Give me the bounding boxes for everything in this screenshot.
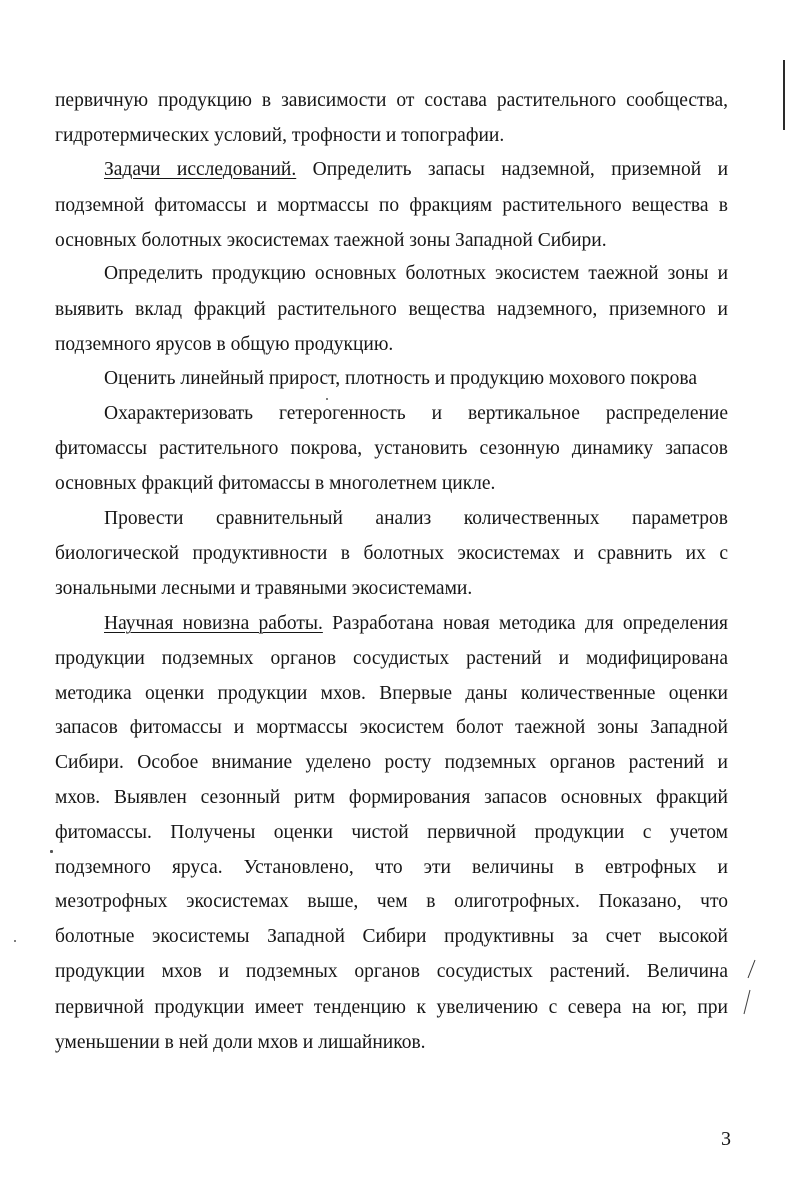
text-line: подземной фитомассы и мортмассы по фракциям растительного вещества в [55, 195, 728, 216]
text-fragment: Разработана новая методика для определения [332, 613, 728, 634]
novelty-heading: Научная новизна работы. [104, 613, 323, 634]
text-line: Сибири. Особое внимание уделено росту подземных органов растений и [55, 752, 728, 773]
text-line: фитомассы растительного покрова, установить сезонную динамику запасов [55, 438, 728, 459]
text-line: продукции мхов и подземных органов сосудистых растений. Величина [55, 961, 728, 982]
text-line: гидротермических условий, трофности и топографии. [55, 125, 505, 146]
text-line: подземного яруса. Установлено, что эти величины в евтрофных и [55, 857, 728, 878]
scan-speck [14, 940, 16, 942]
tasks-heading: Задачи исследований. [104, 159, 297, 180]
text-line: мезотрофных экосистемах выше, чем в олиготрофных. Показано, что [55, 891, 728, 912]
novelty-paragraph-line [104, 612, 728, 636]
text-line: первичную продукцию в зависимости от состава растительного сообщества, [55, 90, 728, 111]
text-line: подземного ярусов в общую продукцию. [55, 334, 394, 355]
text-line: выявить вклад фракций растительного вещества надземного, приземного и [55, 299, 728, 320]
text-fragment: Определить запасы надземной, приземной и [312, 159, 729, 180]
text-line: уменьшении в ней доли мхов и лишайников. [55, 1032, 426, 1053]
margin-pen-mark [728, 958, 758, 1018]
text-line: мхов. Выявлен сезонный ритм формирования запасов основных фракций [55, 787, 728, 808]
text-line: Охарактеризовать гетерогенность и вертикальное распределение [104, 403, 728, 424]
tasks-paragraph-line [104, 158, 728, 182]
binding-edge-rule [783, 60, 785, 130]
text-line: болотные экосистемы Западной Сибири продуктивны за счет высокой [55, 926, 728, 947]
text-line: основных болотных экосистемах таежной зоны Западной Сибири. [55, 230, 607, 251]
scan-speck [326, 398, 328, 400]
text-line: зональными лесными и травяными экосистемами. [55, 578, 473, 599]
text-line: Провести сравнительный анализ количественных параметров [104, 508, 728, 529]
text-line: биологической продуктивности в болотных экосистемах и сравнить их с [55, 543, 728, 564]
page-number: 3 [721, 1128, 731, 1150]
text-line: фитомассы. Получены оценки чистой первичной продукции с учетом [55, 822, 728, 843]
text-line: продукции подземных органов сосудистых растений и модифицирована [55, 648, 728, 669]
text-line: основных фракций фитомассы в многолетнем цикле. [55, 473, 496, 494]
text-line: Оценить линейный прирост, плотность и продукцию мохового покрова [104, 368, 697, 389]
text-line: запасов фитомассы и мортмассы экосистем болот таежной зоны Западной [55, 717, 728, 738]
text-line: Определить продукцию основных болотных экосистем таежной зоны и [104, 263, 728, 284]
text-line: первичной продукции имеет тенденцию к увеличению с севера на юг, при [55, 997, 728, 1018]
text-line: методика оценки продукции мхов. Впервые даны количественные оценки [55, 683, 728, 704]
scan-speck [50, 850, 53, 853]
